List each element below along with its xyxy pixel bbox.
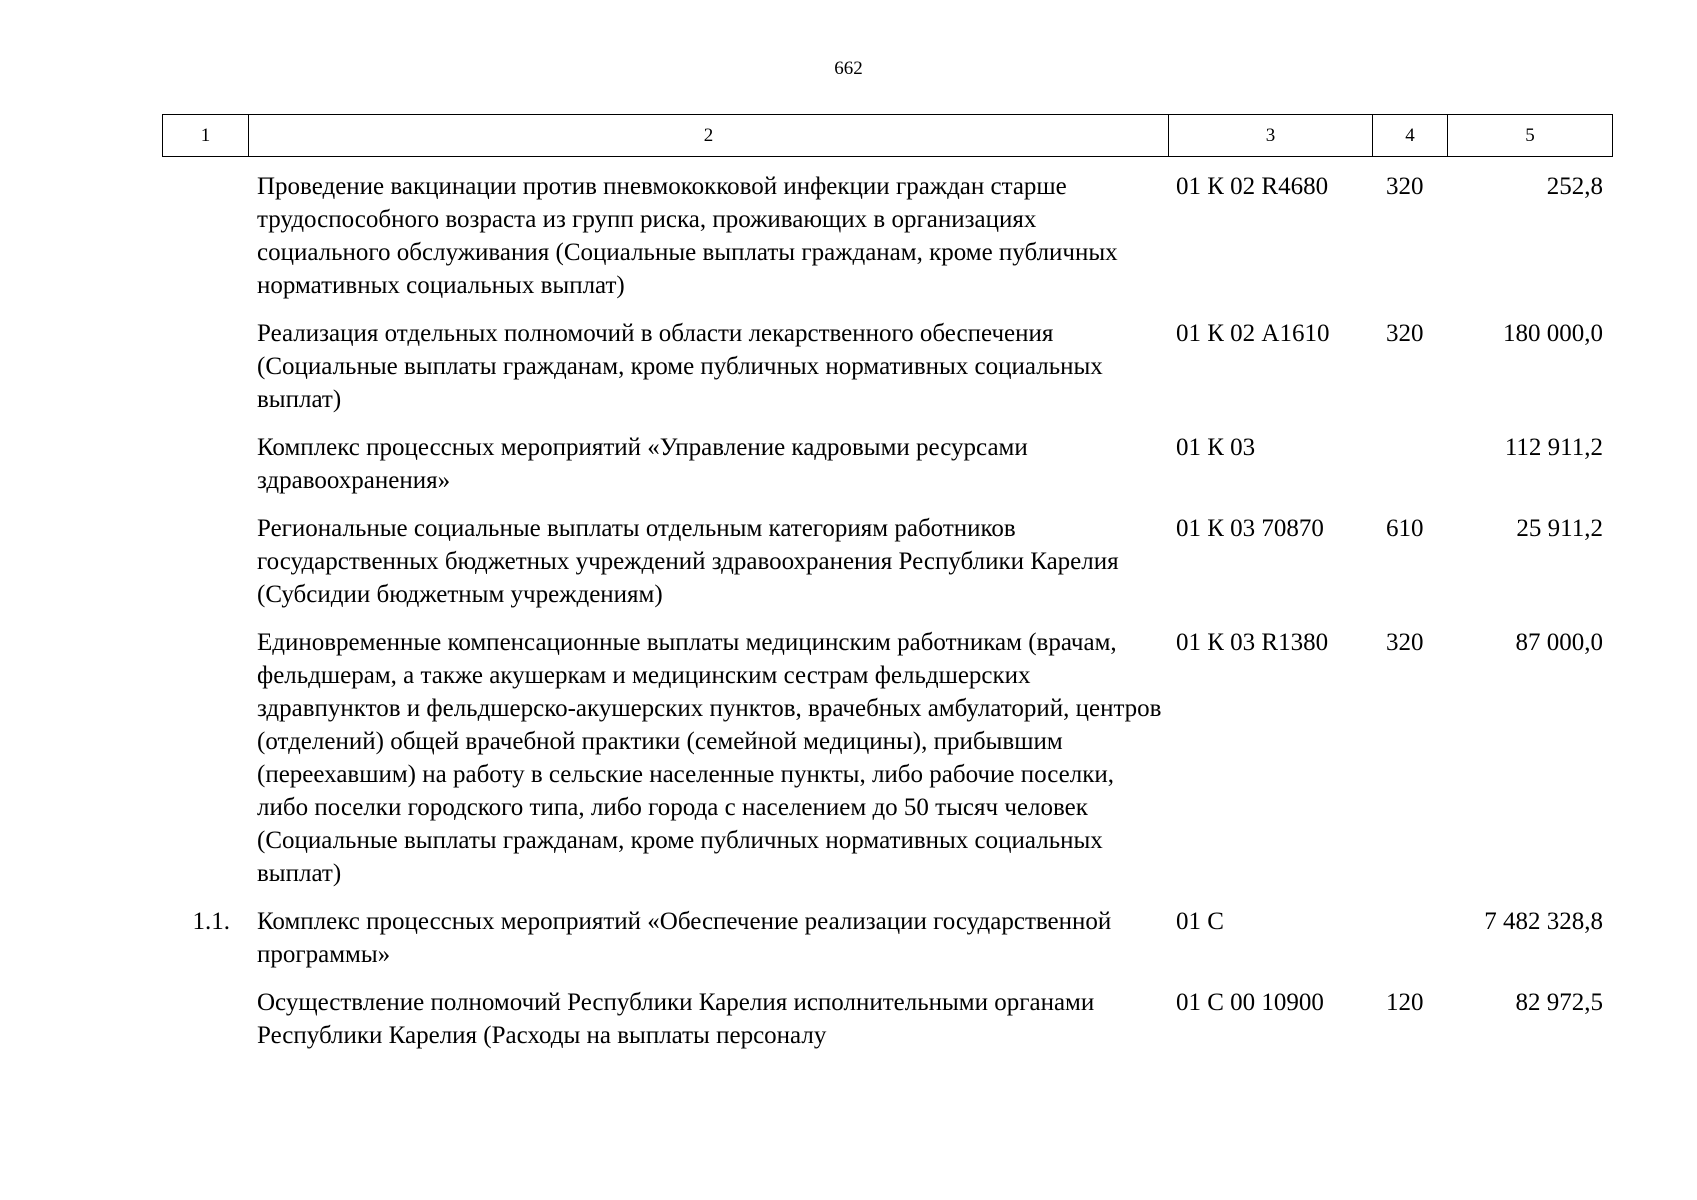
row-code: 01 К 02 А1610 <box>1176 320 1330 347</box>
header-col-3: 3 <box>1169 115 1373 157</box>
header-col-1: 1 <box>163 115 249 157</box>
table-row <box>162 512 1612 626</box>
header-col-5: 5 <box>1448 115 1613 157</box>
row-expense-type: 320 <box>1386 629 1424 656</box>
table-row <box>162 986 1612 1067</box>
row-amount: 112 911,2 <box>1504 434 1603 461</box>
row-name: Комплекс процессных мероприятий «Управление кадровыми ресурсами здравоохранения» <box>257 434 1028 494</box>
table-row <box>162 317 1612 431</box>
row-expense-type: 610 <box>1386 515 1424 542</box>
row-number <box>162 512 248 626</box>
row-amount: 252,8 <box>1546 173 1603 200</box>
budget-table <box>162 170 1612 1067</box>
row-expense-type <box>1372 905 1447 986</box>
row-number <box>162 431 248 512</box>
row-amount: 7 482 328,8 <box>1484 908 1603 935</box>
header-col-4: 4 <box>1373 115 1448 157</box>
row-name: Региональные социальные выплаты отдельным категориям работников государственных бюджетных учреждений здравоохранения Республики Карелия (Субсидии бюджетным учреждениям) <box>257 515 1119 608</box>
row-number <box>162 626 248 905</box>
row-code: 01 С 00 10900 <box>1176 989 1324 1016</box>
row-expense-type <box>1372 431 1447 512</box>
row-code: 01 К 03 70870 <box>1176 515 1324 542</box>
row-name: Реализация отдельных полномочий в области лекарственного обеспечения (Социальные выплаты гражданам, кроме публичных нормативных социальных выплат) <box>257 320 1103 413</box>
table-row <box>162 905 1612 986</box>
row-expense-type: 320 <box>1386 320 1424 347</box>
row-code: 01 К 03 <box>1176 434 1256 461</box>
row-expense-type: 120 <box>1386 989 1424 1016</box>
row-number: 1.1. <box>192 908 230 935</box>
table-row <box>162 431 1612 512</box>
row-amount: 87 000,0 <box>1515 629 1603 656</box>
row-name: Комплекс процессных мероприятий «Обеспечение реализации государственной программы» <box>257 908 1112 968</box>
row-code: 01 С <box>1176 908 1224 935</box>
table-row <box>162 170 1612 317</box>
table-header <box>162 114 1613 157</box>
row-code: 01 К 03 R1380 <box>1176 629 1329 656</box>
row-amount: 25 911,2 <box>1516 515 1603 542</box>
table-row <box>162 626 1612 905</box>
header-col-2: 2 <box>249 115 1169 157</box>
row-number <box>162 986 248 1067</box>
row-number <box>162 317 248 431</box>
row-amount: 82 972,5 <box>1515 989 1603 1016</box>
row-code: 01 К 02 R4680 <box>1176 173 1329 200</box>
header-row <box>163 115 1613 157</box>
row-amount: 180 000,0 <box>1503 320 1603 347</box>
row-name: Осуществление полномочий Республики Карелия исполнительными органами Республики Карелия (Расходы на выплаты персоналу <box>257 989 1095 1049</box>
page-number: 662 <box>834 58 863 79</box>
row-name: Единовременные компенсационные выплаты медицинским работникам (врачам, фельдшерам, а также акушеркам и медицинским сестрам фельдшерских здравпунктов и фельдшерско-акушерских пунктов, врачебных амбулаторий, центров (отделений) общей врачебной практики (семейной медицины), прибывшим (переехавшим) на работу в сельские населенные пункты, либо рабочие поселки, либо поселки городского типа, либо города с населением до 50 тысяч человек (Социальные выплаты гражданам, кроме публичных нормативных социальных выплат) <box>257 629 1162 887</box>
row-expense-type: 320 <box>1386 173 1424 200</box>
row-name: Проведение вакцинации против пневмококковой инфекции граждан старше трудоспособного возраста из групп риска, проживающих в организациях социального обслуживания (Социальные выплаты гражданам, кроме публичных нормативных социальных выплат) <box>257 173 1118 299</box>
row-number <box>162 170 248 317</box>
